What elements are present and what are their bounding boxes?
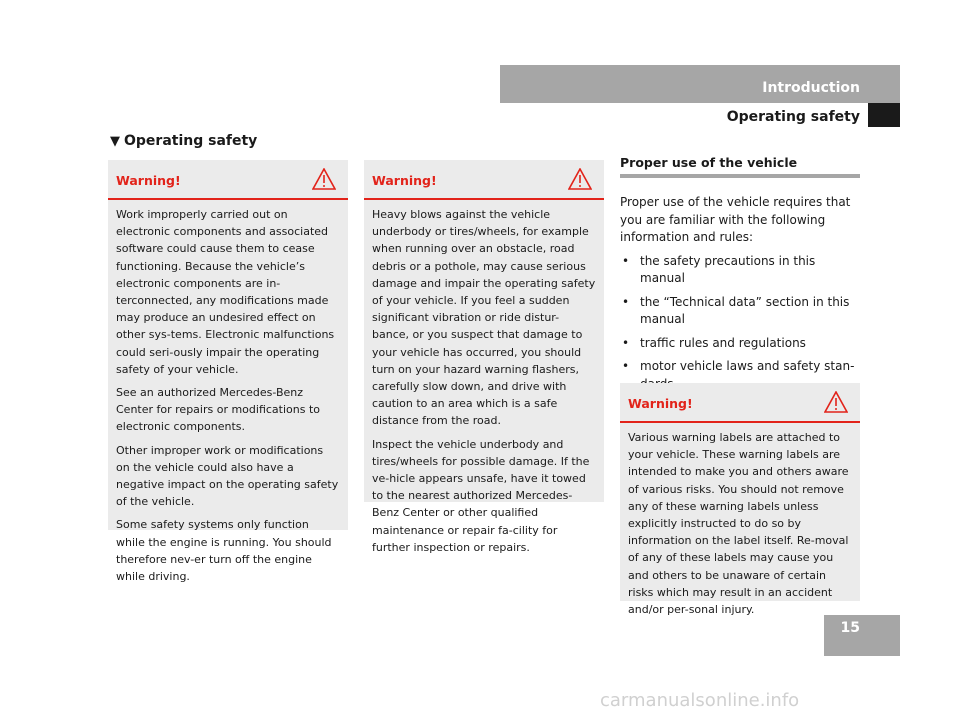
warning-label: Warning! xyxy=(116,173,181,188)
section-title xyxy=(110,133,257,149)
bullet-icon: • xyxy=(622,335,630,350)
watermark: carmanualsonline.info xyxy=(600,690,800,711)
proper-use-intro: Proper use of the vehicle requires that you are familiar with the following information and rules: xyxy=(620,195,851,244)
section-title-text: Operating safety xyxy=(124,133,258,149)
warning-body xyxy=(108,200,348,593)
warning-paragraph: Various warning labels are attached to your vehicle. These warning labels are intended to make you and others aware of various risks. You should not remove any of these warning labels unless explicitly instructed to do so by information on the label itself. Re-moval of any of these labels may cause you and others to be unaware of certain risks which may result in an accident and/or per-sonal injury. xyxy=(628,431,849,617)
chapter-header-band xyxy=(500,65,900,103)
header-marker-block xyxy=(868,103,900,127)
list-item-text: traffic rules and regulations xyxy=(640,335,806,350)
warning-triangle-icon xyxy=(312,168,336,190)
warning-triangle-icon xyxy=(568,168,592,190)
section-header: Operating safety xyxy=(726,109,860,125)
warning-paragraph: Other improper work or modifications on the vehicle could also have a negative impact on the operating safety of the vehicle. xyxy=(116,443,339,509)
list-item-text: the “Technical data” section in this manual xyxy=(640,294,850,326)
list-item-text: motor vehicle laws and safety stan- xyxy=(640,359,855,373)
warning-triangle-icon xyxy=(824,391,848,413)
bullet-icon: • xyxy=(622,253,630,268)
warning-box-3 xyxy=(620,383,860,617)
warning-box-1 xyxy=(108,160,348,584)
proper-use-list xyxy=(620,253,860,394)
proper-use-heading: Proper use of the vehicle xyxy=(620,155,860,178)
warning-label: Warning! xyxy=(628,396,693,411)
warning-body xyxy=(620,423,860,626)
list-item xyxy=(620,294,860,329)
triangle-down-icon: ▼ xyxy=(110,134,120,149)
warning-header xyxy=(108,160,348,200)
warning-label: Warning! xyxy=(372,173,437,188)
warning-header xyxy=(364,160,604,200)
warning-paragraph: Some safety systems only function while the engine is running. You should therefore nev-er turn off the engine while driving. xyxy=(116,518,332,584)
warning-paragraph: Heavy blows against the vehicle underbody or tires/wheels, for example when running over an obstacle, road debris or a pothole, may cause serious damage and impair the operating safety of your vehicle. If you feel a sudden significant vibration or ride distur-bance, or you suspect that damage to your vehicle has occurred, you should turn on your hazard warning flashers, carefully slow down, and drive with caution to an area which is a safe distance from the road. xyxy=(372,208,596,428)
page-number-box xyxy=(824,615,900,656)
bullet-icon: • xyxy=(622,294,630,309)
chapter-title: Introduction xyxy=(762,80,860,96)
warning-paragraph: See an authorized Mercedes-Benz Center for repairs or modifications to electronic components. xyxy=(116,386,321,434)
warning-box-2 xyxy=(364,160,604,554)
list-item-text: the safety precautions in this manual xyxy=(640,253,816,285)
bullet-icon: • xyxy=(622,359,630,373)
warning-paragraph: Inspect the vehicle underbody and tires/wheels for possible damage. If the ve-hicle appears unsafe, have it towed to the nearest authorized Mercedes-Benz Center or other qualified maintenance or repair fa-cility for further inspection or repairs. xyxy=(372,437,590,554)
page-number: 15 xyxy=(840,620,860,636)
warning-paragraph: Work improperly carried out on electronic components and associated software could cause them to cease functioning. Because the vehicle’s electronic components are in-terconnected, any modifications made may produce an undesired effect on other sys-tems. Electronic malfunctions could seri-ously impair the operating safety of your vehicle. xyxy=(116,208,335,376)
warning-header xyxy=(620,383,860,423)
list-item xyxy=(620,253,860,288)
warning-body xyxy=(364,200,604,564)
proper-use-section xyxy=(620,155,860,399)
list-item xyxy=(620,335,860,353)
